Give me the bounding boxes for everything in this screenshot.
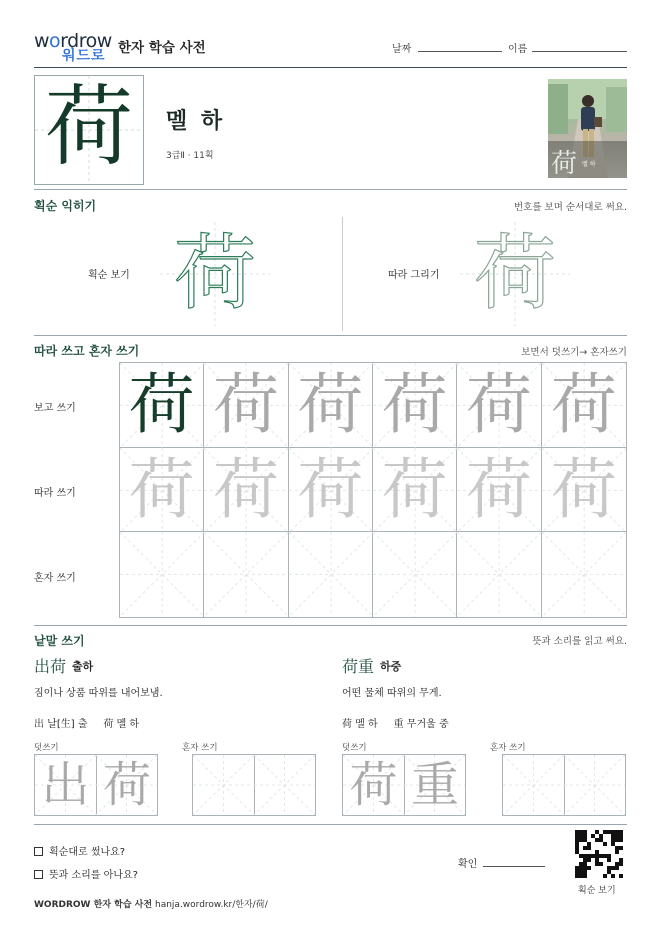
header-divider: [34, 67, 627, 68]
practice-cell[interactable]: [289, 532, 373, 617]
hero-character: 荷: [44, 75, 133, 178]
trace-character: 荷: [550, 366, 617, 443]
date-field[interactable]: [418, 51, 502, 52]
trace-character: 荷: [128, 450, 195, 528]
practice-cell[interactable]: [457, 532, 541, 617]
illustration-image: [548, 79, 627, 178]
word-practice-cell[interactable]: [193, 755, 255, 815]
word1-part1-gloss: 날[生] 출: [47, 719, 88, 730]
practice-cell[interactable]: [204, 532, 288, 617]
practice-cell[interactable]: [373, 532, 457, 617]
checklist-item-meaning-label: 뜻과 소리를 아나요?: [49, 870, 138, 881]
word-trace-character: 出: [41, 757, 90, 813]
hero-meta: 3급Ⅱ · 11획: [166, 151, 214, 161]
vocab-section-hint: 뜻과 소리를 읽고 써요.: [532, 636, 627, 647]
stroke-view-label: 획순 보기: [88, 270, 130, 281]
confirm-field[interactable]: [483, 866, 545, 867]
word1-solo-label: 혼자 쓰기: [182, 743, 218, 753]
word-practice-cell[interactable]: [96, 755, 158, 815]
trace-character: 荷: [381, 366, 448, 443]
word1-trace-label: 덧쓰기: [34, 743, 59, 753]
practice-cell[interactable]: [457, 363, 541, 448]
photo-caption-char: 荷: [551, 149, 578, 178]
word2-hanja: 荷重: [342, 657, 375, 676]
trace-draw-area[interactable]: [460, 222, 570, 326]
word2-part1-gloss: 멜 하: [355, 719, 378, 730]
vocab-section-title: 낱말 쓰기: [34, 634, 85, 648]
word1-meaning: 짐이나 상품 따위를 내어보냄.: [34, 688, 163, 699]
practice-cell[interactable]: [457, 448, 541, 533]
word1-solo-box[interactable]: [192, 754, 316, 816]
word-practice-cell[interactable]: [564, 755, 626, 815]
date-label: 날짜: [392, 44, 412, 55]
trace-draw-label: 따라 그리기: [388, 270, 440, 281]
divider: [34, 189, 627, 190]
word2-trace-label: 덧쓰기: [342, 743, 367, 753]
footer-url[interactable]: hanja.wordrow.kr/한자/荷/: [155, 900, 268, 910]
practice-cell[interactable]: [373, 363, 457, 448]
practice-cell[interactable]: [120, 532, 204, 617]
word1-reading: 출하: [72, 660, 94, 673]
word1-part2-gloss: 멜 하: [116, 719, 140, 730]
practice-section-hint: 보면서 덧쓰기→ 혼자쓰기: [521, 347, 627, 358]
divider: [34, 824, 627, 825]
trace-character: 荷: [381, 450, 448, 528]
stroke-section-hint: 번호를 보며 순서대로 써요.: [513, 202, 627, 213]
checkbox[interactable]: [34, 870, 43, 879]
practice-cell[interactable]: [204, 448, 288, 533]
practice-cell[interactable]: [120, 448, 204, 533]
word-trace-character: 荷: [102, 757, 151, 813]
word1-parts: [34, 715, 139, 730]
practice-cell[interactable]: [204, 363, 288, 448]
word2-part1-char: 荷: [342, 719, 352, 730]
practice-cell[interactable]: [289, 448, 373, 533]
word-trace-character: 荷: [349, 757, 398, 813]
practice-cell[interactable]: [542, 448, 626, 533]
trace-character: 荷: [297, 366, 364, 443]
practice-cell[interactable]: [373, 448, 457, 533]
word1-part1-char: 出: [34, 719, 44, 730]
name-field[interactable]: [532, 51, 627, 52]
word2-solo-label: 혼자 쓰기: [490, 743, 526, 753]
qr-label: 획순 보기: [578, 886, 616, 896]
word-practice-cell[interactable]: [254, 755, 316, 815]
practice-cell[interactable]: [120, 363, 204, 448]
practice-cell[interactable]: [542, 532, 626, 617]
word-practice-cell[interactable]: [404, 755, 466, 815]
stroke-section-title: 획순 익히기: [34, 199, 97, 213]
practice-grid: [119, 362, 627, 618]
stroke-order-diagram: [160, 222, 270, 326]
logo-korean: 워드로: [62, 48, 106, 64]
word2-meaning: 어떤 물체 따위의 무게.: [342, 688, 442, 699]
confirm-label: 확인: [458, 859, 478, 870]
word-practice-cell[interactable]: [343, 755, 405, 815]
word1-trace-box[interactable]: [34, 754, 158, 816]
trace-character: 荷: [550, 450, 617, 528]
word2-part2-char: 重: [393, 719, 404, 730]
divider: [34, 625, 627, 626]
trace-character: 荷: [212, 366, 279, 443]
word-practice-cell[interactable]: [35, 755, 97, 815]
word1-part2-char: 荷: [103, 719, 114, 730]
trace-character: 荷: [212, 450, 279, 528]
photo-caption-reading: 멜 하: [582, 161, 596, 168]
checklist-item-stroke-label: 획순대로 썼나요?: [49, 847, 126, 858]
checklist-item-stroke[interactable]: [34, 843, 125, 858]
divider: [34, 335, 627, 336]
vertical-divider: [342, 217, 343, 331]
practice-cell[interactable]: [542, 363, 626, 448]
qr-code[interactable]: [575, 830, 623, 878]
word2-reading: 하중: [380, 660, 402, 673]
trace-draw-character: 荷: [473, 226, 556, 321]
practice-cell[interactable]: [289, 363, 373, 448]
practice-section-title: 따라 쓰고 혼자 쓰기: [34, 344, 140, 358]
word2-part2-gloss: 무거울 중: [406, 719, 449, 730]
trace-character: 荷: [465, 366, 532, 443]
word-practice-cell[interactable]: [503, 755, 565, 815]
page-title: 한자 학습 사전: [118, 40, 206, 56]
trace-character: 荷: [465, 450, 532, 528]
stroke-order-character: 荷: [173, 226, 256, 321]
footer-brand: WORDROW 한자 학습 사전: [34, 900, 153, 910]
word-trace-character: 重: [410, 757, 459, 813]
row-label-trace: 따라 쓰기: [34, 488, 76, 499]
word2-parts: [342, 715, 449, 730]
row-label-view: 보고 쓰기: [34, 403, 76, 414]
word2-solo-box[interactable]: [502, 754, 626, 816]
checklist-item-meaning[interactable]: [34, 866, 138, 881]
hero-reading: 멜 하: [166, 109, 226, 134]
word1-hanja: 出荷: [34, 657, 67, 676]
trace-character: 荷: [297, 450, 364, 528]
model-character: 荷: [128, 366, 195, 443]
word2-trace-box[interactable]: [342, 754, 466, 816]
name-label: 이름: [508, 44, 528, 55]
row-label-solo: 혼자 쓰기: [34, 573, 76, 584]
checkbox[interactable]: [34, 847, 43, 856]
logo-wordrow: wordrow: [34, 30, 112, 52]
